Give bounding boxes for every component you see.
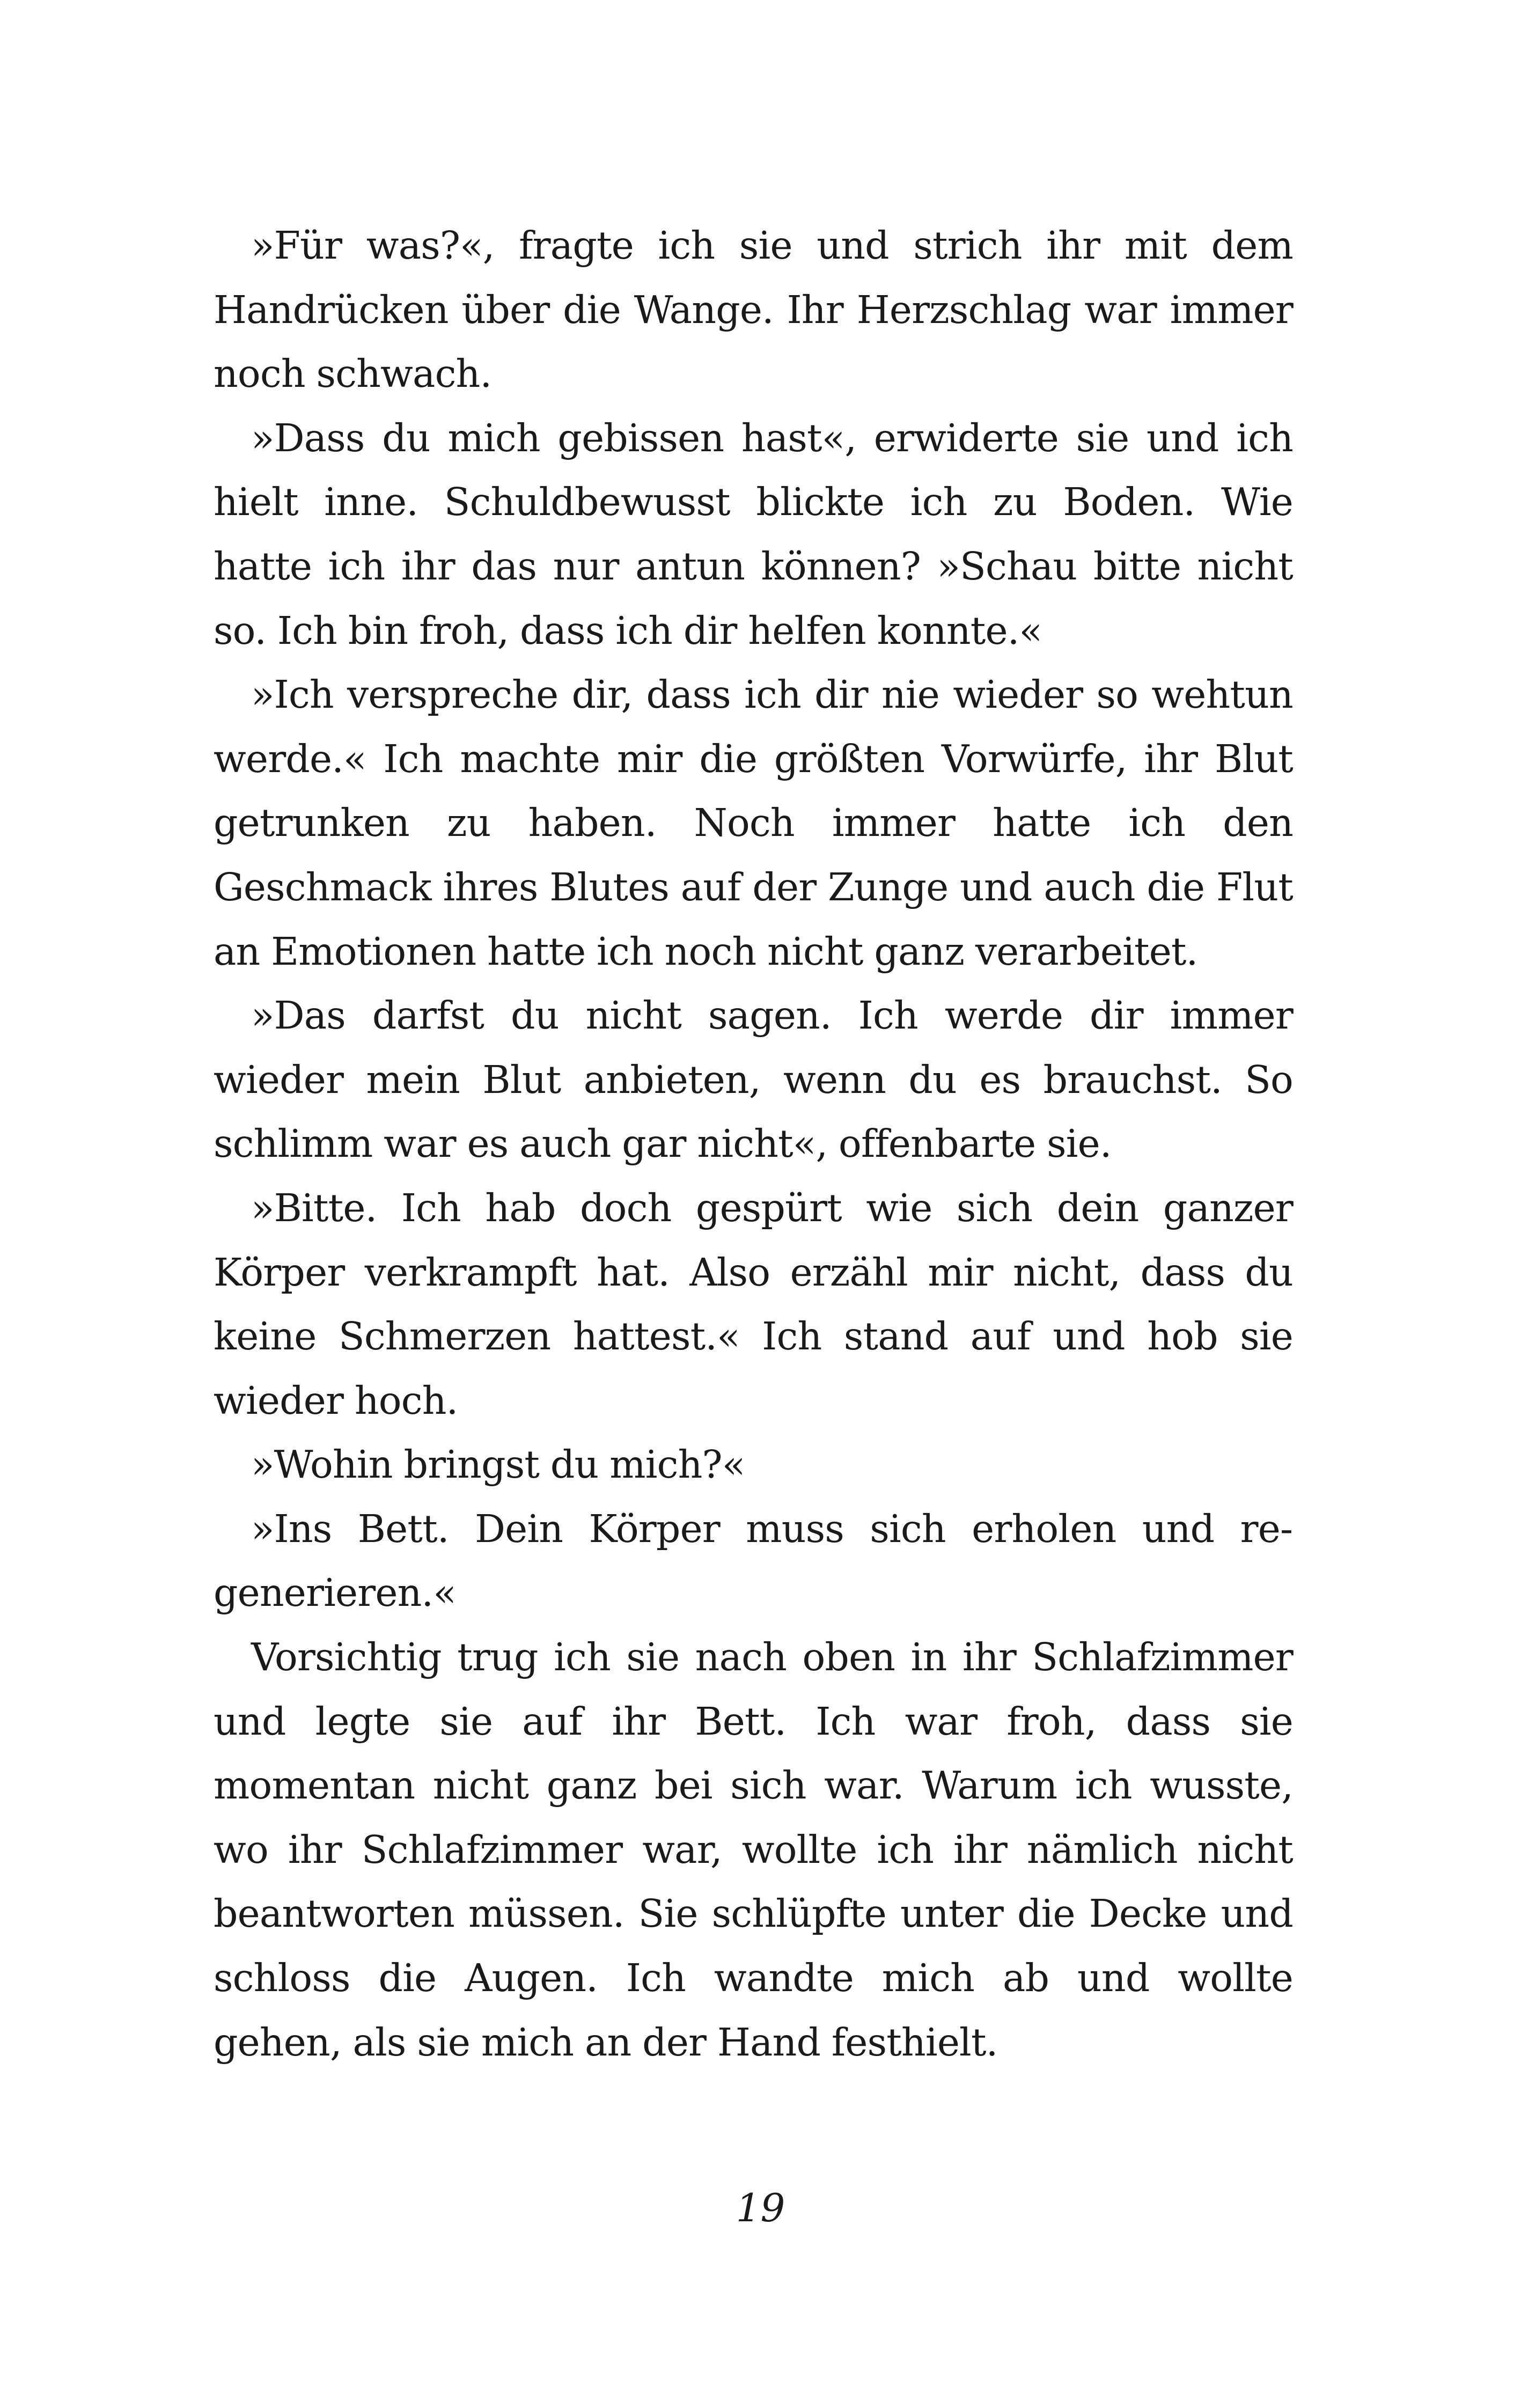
paragraph: »Das darfst du nicht sagen. Ich werde dir immer wieder mein Blut anbieten, wenn du es brauchst. So schlimm war es auch gar nicht«, offenbarte sie. — [214, 993, 1293, 1166]
paragraph: »Wohin bringst du mich?« — [251, 1442, 745, 1487]
paragraph: »Dass du mich gebissen hast«, erwiderte sie und ich hielt inne. Schuldbewusst blickte ich zu Boden. Wie hatte ich ihr das nur antun können? »Schau bitte nicht so. Ich bin froh, dass ich dir helfen konnte.« — [214, 415, 1293, 653]
body-text — [214, 214, 1293, 2074]
paragraph: »Für was?«, fragte ich sie und strich ihr mit dem Handrücken über die Wange. Ihr Herzschlag war immer noch schwach. — [214, 223, 1293, 397]
paragraph: »Ins Bett. Dein Körper muss sich erholen und regenerieren.« — [214, 1506, 1293, 1616]
paragraph: Vorsichtig trug ich sie nach oben in ihr Schlafzimmer und legte sie auf ihr Bett. Ich war froh, dass sie momentan nicht ganz bei sich war. Warum ich wusste, wo ihr Schlafzimmer war, wollte ich ihr nämlich nicht beantworten müssen. Sie schlüpfte unter die Decke und schloss die Augen. Ich wandte mich ab und wollte gehen, als sie mich an der Hand festhielt. — [214, 1635, 1293, 2065]
page-number: 19 — [736, 2185, 785, 2230]
paragraph: »Ich verspreche dir, dass ich dir nie wieder so wehtun werde.« Ich machte mir die größten Vorwürfe, ihr Blut getrunken zu haben. Noch immer hatte ich den Geschmack ihres Blutes auf der Zunge und auch die Flut an Emotionen hatte ich noch nicht ganz verarbeitet. — [214, 672, 1293, 974]
paragraph: »Bitte. Ich hab doch gespürt wie sich dein ganzer Körper verkrampft hat. Also erzähl mir nicht, dass du keine Schmerzen hattest.« Ich stand auf und hob sie wieder hoch. — [214, 1185, 1293, 1423]
